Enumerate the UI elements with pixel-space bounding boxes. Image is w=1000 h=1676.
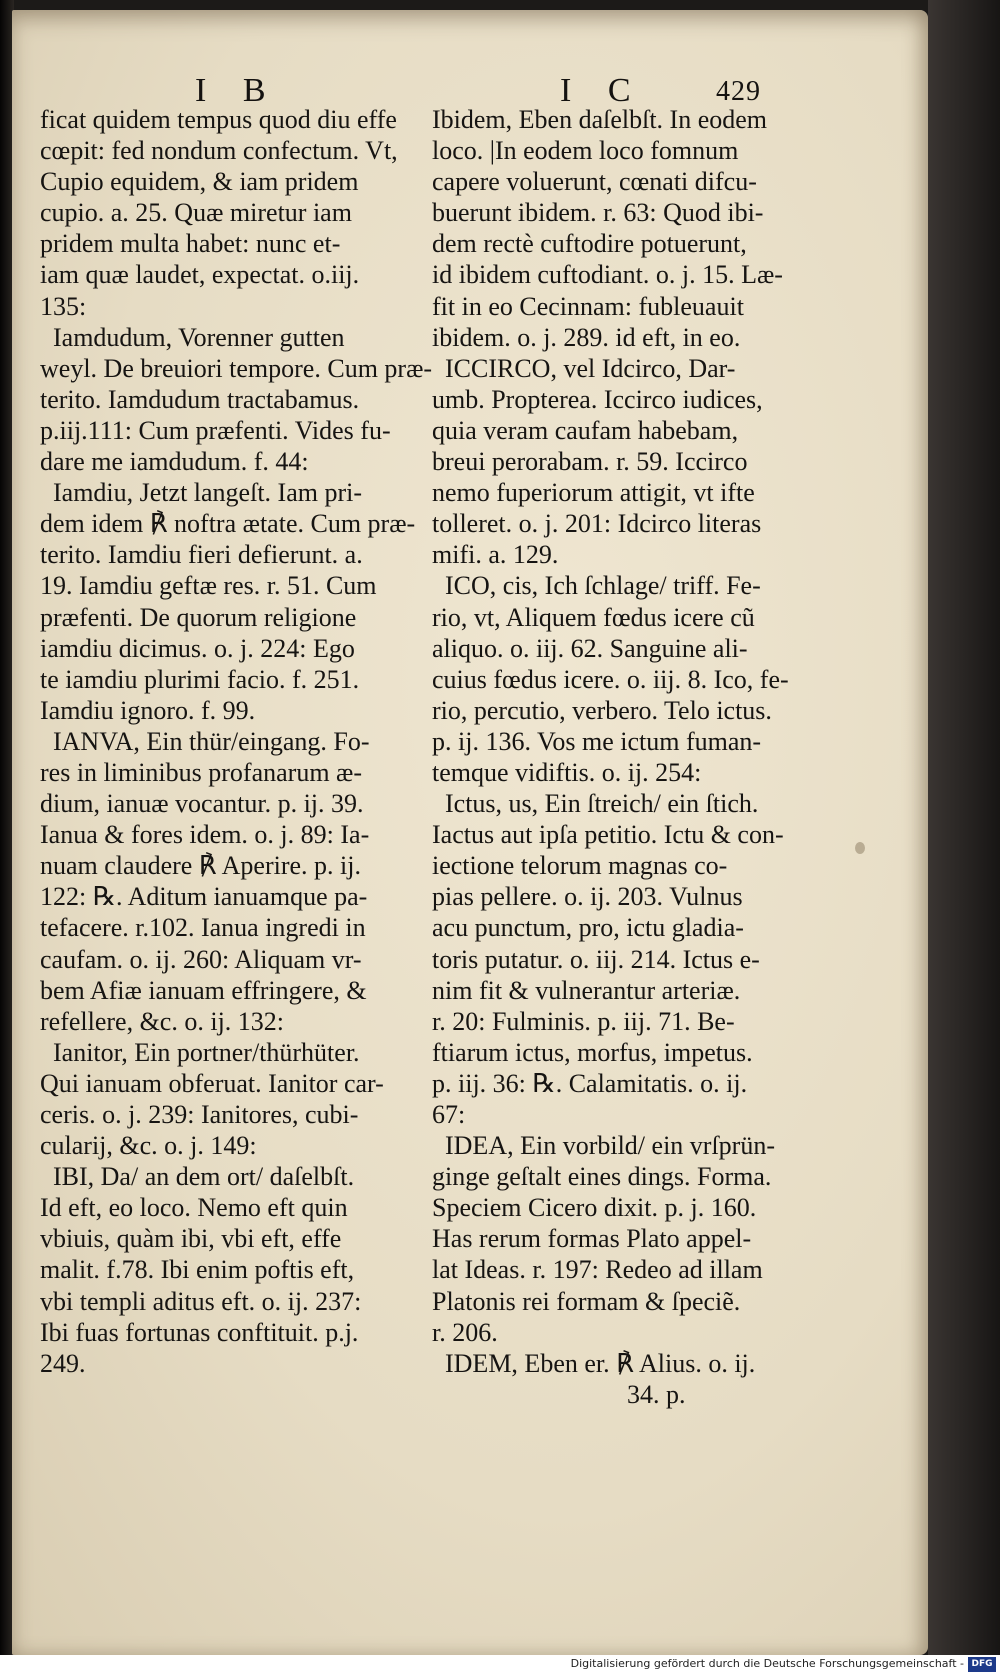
paper-stain (855, 842, 865, 854)
text-line: tolleret. o. j. 201: Idcirco literas (432, 509, 762, 539)
funding-credit: Digitalisierung gefördert durch die Deutsche Forschungsgemeinschaft - (570, 1657, 964, 1670)
text-line: rio, percutio, verbero. Telo ictus. (432, 695, 772, 725)
text-line: 122: ℞. Aditum ianuamque pa- (40, 882, 368, 912)
text-line: capere voluerunt, cœnati difcu- (432, 167, 757, 197)
text-line: iam quæ laudet, expectat. o.iij. (40, 260, 360, 290)
text-line: ficat quidem tempus quod diu effe (40, 105, 397, 134)
dfg-logo: DFG (968, 1657, 996, 1672)
text-line: nim fit & vulnerantur arteriæ. (432, 975, 741, 1005)
text-line: vbi templi aditus eft. o. ij. 237: (40, 1286, 362, 1316)
text-line: IBI, Da/ an dem ort/ daſelbſt. (40, 1162, 355, 1192)
text-line: mifi. a. 129. (432, 540, 559, 570)
text-line: terito. Iamdiu fieri defierunt. a. (40, 540, 363, 570)
footer-bar (0, 1655, 1000, 1676)
text-line: iectione telorum magnas co- (432, 851, 728, 881)
text-line: Platonis rei formam & ſpeciẽ. (432, 1286, 741, 1316)
text-line: r. 20: Fulminis. p. iij. 71. Be- (432, 1006, 735, 1036)
text-line: cularij, &c. o. j. 149: (40, 1131, 257, 1161)
text-line: caufam. o. ij. 260: Aliquam vr- (40, 944, 362, 974)
text-line: te iamdiu plurimi facio. f. 251. (40, 664, 360, 694)
text-line: 135: (40, 291, 87, 321)
text-line: 19. Iamdiu geftæ res. r. 51. Cum (40, 571, 377, 601)
text-line: Ibidem, Eben daſelbſt. In eodem (432, 105, 768, 134)
text-line: res in liminibus profanarum æ- (40, 757, 363, 787)
text-line: acu punctum, pro, ictu gladia- (432, 913, 744, 943)
text-line: Speciem Cicero dixit. p. j. 160. (432, 1193, 757, 1223)
text-line: Iamdiu, Jetzt langeſt. Iam pri- (40, 478, 363, 508)
text-line: Ictus, us, Ein ſtreich/ ein ſtich. (432, 789, 759, 819)
text-line: Cupio equidem, & iam pridem (40, 167, 359, 197)
text-line: rio, vt, Aliquem fœdus icere cũ (432, 602, 755, 632)
text-line: præfenti. De quorum religione (40, 602, 357, 632)
text-line: Qui ianuam obferuat. Ianitor car- (40, 1068, 384, 1098)
text-column-right (432, 104, 810, 1410)
text-line: lat Ideas. r. 197: Redeo ad illam (432, 1255, 763, 1285)
text-line: dare me iamdudum. f. 44: (40, 447, 309, 477)
text-line: refellere, &c. o. ij. 132: (40, 1006, 285, 1036)
text-line: Ianua & fores idem. o. j. 89: Ia- (40, 820, 370, 850)
text-line: ftiarum ictus, morfus, impetus. (432, 1037, 753, 1067)
text-line: ibidem. o. j. 289. id eft, in eo. (432, 322, 741, 352)
text-line: r. 206. (432, 1317, 498, 1347)
text-line: iamdiu dicimus. o. j. 224: Ego (40, 633, 355, 663)
page-number: 429 (716, 76, 761, 107)
text-line: id ibidem cuftodiant. o. j. 15. Læ- (432, 260, 783, 290)
text-line: ceris. o. j. 239: Ianitores, cubi- (40, 1100, 359, 1129)
text-line: buerunt ibidem. r. 63: Quod ibi- (432, 198, 764, 228)
text-line: tefacere. r.102. Ianua ingredi in (40, 913, 366, 943)
text-line: weyl. De breuiori tempore. Cum præ- (40, 353, 433, 383)
text-line: nemo fuperiorum attigit, vt ifte (432, 478, 755, 508)
text-line: p. ij. 136. Vos me ictum fuman- (432, 726, 762, 756)
text-line: nuam claudere ℟ Aperire. p. ij. (40, 851, 362, 881)
text-line: pridem multa habet: nunc et- (40, 229, 341, 259)
text-line: fit in eo Cecinnam: fubleuauit (432, 291, 744, 321)
text-line: Has rerum formas Plato appel- (432, 1224, 752, 1254)
text-line: Iamdudum, Vorenner gutten (40, 322, 345, 352)
text-line: pias pellere. o. ij. 203. Vulnus (432, 882, 743, 912)
text-line: dium, ianuæ vocantur. p. ij. 39. (40, 789, 364, 819)
text-line: Ianitor, Ein portner/thürhüter. (40, 1037, 360, 1067)
text-line: toris putatur. o. iij. 214. Ictus e- (432, 944, 760, 974)
text-line: p.iij.111: Cum præfenti. Vides fu- (40, 415, 391, 445)
text-line: ginge geſtalt eines dings. Forma. (432, 1162, 772, 1192)
text-line: ICO, cis, Ich ſchlage/ triff. Fe- (432, 571, 761, 601)
text-line: 34. p. (432, 1379, 686, 1409)
text-line: vbiuis, quàm ibi, vbi eft, effe (40, 1224, 342, 1254)
text-line: cuius fœdus icere. o. iij. 8. Ico, fe- (432, 664, 789, 694)
text-line: cœpit: fed nondum confectum. Vt, (40, 136, 398, 166)
text-line: IDEM, Eben er. ℟ Alius. o. ij. (432, 1348, 756, 1378)
running-head-right: I C (560, 72, 645, 109)
scan-right-background (928, 0, 1000, 1676)
text-line: umb. Propterea. Iccirco iudices, (432, 384, 763, 414)
text-column-left (40, 104, 434, 1379)
text-line: loco. |In eodem loco fomnum (432, 136, 739, 166)
text-line: IANVA, Ein thür/eingang. Fo- (40, 726, 370, 756)
text-line: cupio. a. 25. Quæ miretur iam (40, 198, 352, 228)
text-line: p. iij. 36: ℞. Calamitatis. o. ij. (432, 1068, 748, 1098)
text-line: Iactus aut ipſa petitio. Ictu & con- (432, 820, 784, 850)
text-line: dem rectè cuftodire potuerunt, (432, 229, 747, 259)
text-line: quia veram caufam habebam, (432, 415, 739, 445)
text-line: Ibi fuas fortunas conftituit. p.j. (40, 1317, 359, 1347)
text-line: malit. f.78. Ibi enim poftis eft, (40, 1255, 355, 1285)
text-line: breui perorabam. r. 59. Iccirco (432, 447, 748, 477)
text-line: temque vidiftis. o. ij. 254: (432, 757, 702, 787)
text-line: terito. Iamdudum tractabamus. (40, 384, 360, 414)
text-line: IDEA, Ein vorbild/ ein vrſprün- (432, 1131, 775, 1161)
text-line: 67: (432, 1100, 466, 1129)
text-line: dem idem ℟ noftra ætate. Cum præ- (40, 509, 416, 539)
text-line: ICCIRCO, vel Idcirco, Dar- (432, 353, 736, 383)
text-line: Iamdiu ignoro. f. 99. (40, 695, 256, 725)
text-line: bem Afiæ ianuam effringere, & (40, 975, 367, 1005)
text-line: 249. (40, 1348, 86, 1378)
text-line: aliquo. o. iij. 62. Sanguine ali- (432, 633, 748, 663)
text-line: Id eft, eo loco. Nemo eft quin (40, 1193, 348, 1223)
running-head-left: I B (195, 72, 280, 109)
